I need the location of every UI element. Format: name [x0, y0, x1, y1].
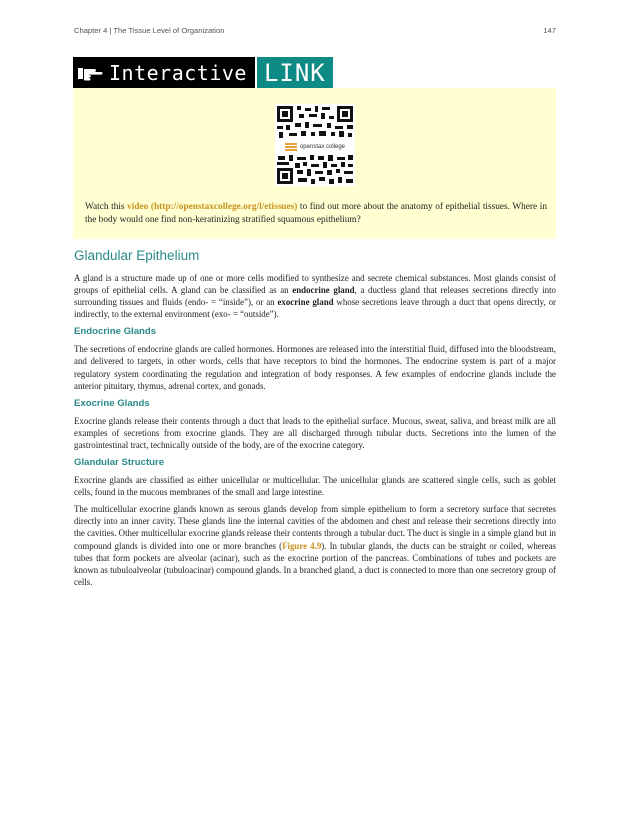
term-exocrine-gland: exocrine gland	[277, 297, 334, 308]
page-header	[74, 26, 556, 35]
interactive-link-caption	[85, 201, 547, 228]
interactive-link-box	[73, 88, 556, 239]
intro-paragraph: A gland is a structure made up of one or more cells modified to synthesize and secrete chemical substances. Most glands consist of groups of epithelial cells. A gland can be classified as an endocrine gland, a ductless gland that releases secretions directly into surrounding tissues and fluids (endo- = “inside”), or an exocrine gland whose secretions leave through a duct that opens directly, or indirectly, to the external environment (exo- = “outside”).	[74, 273, 556, 320]
openstax-logo-icon	[285, 143, 297, 152]
structure-paragraph-1: Exocrine glands are classified as either unicellular or multicellular. The unicellular glands are scattered single cells, such as goblet cells, found in the mucous membranes of the small and large intestine.	[74, 475, 556, 498]
pointing-hand-icon	[73, 57, 107, 88]
exocrine-heading: Exocrine Glands	[74, 397, 150, 409]
main-content	[74, 247, 556, 593]
endocrine-heading: Endocrine Glands	[74, 326, 157, 338]
qr-brand-label: openstax college	[299, 144, 346, 150]
figure-4-9-link[interactable]: Figure 4.9	[282, 540, 322, 551]
chapter-title: Chapter 4 | The Tissue Level of Organization	[74, 26, 225, 35]
interactive-link-banner	[73, 57, 333, 88]
caption-text: Watch this	[85, 202, 128, 212]
qr-brand	[275, 140, 355, 154]
video-link[interactable]: video (http://openstaxcollege.org/l/etissues)	[127, 202, 298, 212]
page-number: 147	[543, 26, 556, 35]
term-endocrine-gland: endocrine gland	[292, 285, 355, 296]
caption-text-rest: to find out more about the anatomy of epithelial tissues. Where in the body would one find non-keratinizing stratified squamous epithelium?	[85, 202, 547, 226]
structure-heading: Glandular Structure	[74, 457, 165, 469]
structure-paragraph-2: The multicellular exocrine glands known as serous glands develop from simple epithelium to form a secretory surface that secretes directly into an inner cavity. These glands line the internal cavities of the abdomen and chest and release their secretions directly into the cavities. Other multicellular exocrine glands release their contents through a tubular duct. The duct is single in a simple gland but in compound glands is divided into one or more branches (Figure 4.9). In tubular glands, the ducts can be straight or coiled, whereas tubes that form pockets are alveolar (acinar), such as the exocrine portion of the pancreas. Combinations of tubes and pockets are known as tubuloalveolar (tubuloacinar) compound glands. In a branched gland, a duct is connected to more than one secretory group of cells.	[74, 504, 556, 587]
endocrine-paragraph: The secretions of endocrine glands are called hormones. Hormones are released into the interstitial fluid, diffused into the bloodstream, and delivered to targets, in other words, cells that have receptors to bind the hormones. The endocrine system is part of a major regulatory system coordinating the regulation and integration of body responses. A few examples of endocrine glands include the anterior pituitary, thymus, adrenal cortex, and gonads.	[74, 344, 556, 391]
banner-link-label: LINK	[257, 57, 333, 88]
qr-code-icon[interactable]	[275, 104, 355, 186]
banner-interactive-label: Interactive	[107, 57, 255, 88]
section-title: Glandular Epithelium	[74, 248, 200, 263]
exocrine-paragraph: Exocrine glands release their contents through a duct that leads to the epithelial surface. Mucous, sweat, saliva, and breast milk are all examples of secretions from exocrine glands. They are all discharged through tubular ducts. Secretions into the lumen of the gastrointestinal tract, technically outside of the body, are of the exocrine category.	[74, 415, 556, 450]
